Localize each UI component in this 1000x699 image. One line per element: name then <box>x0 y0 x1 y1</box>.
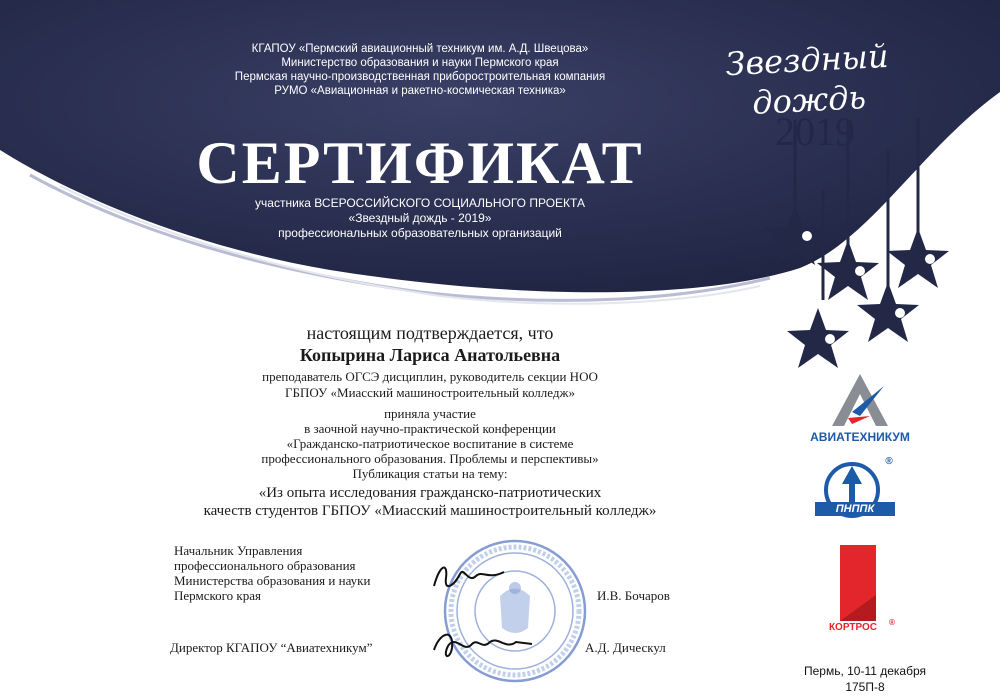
signer-1-title-line-1: Начальник Управления <box>174 543 303 558</box>
pnppk-logo-label: ПНППК <box>815 502 895 516</box>
org-line-3: Пермская научно-производственная приборостроительная компания <box>234 71 606 83</box>
signer-2-name: А.Д. Дическул <box>585 640 666 655</box>
recipient-position: преподаватель ОГСЭ дисциплин, руководитель секции НОО <box>262 369 598 384</box>
aviatechnikum-logo-label: АВИАТЕХНИКУМ <box>810 430 910 444</box>
org-line-2: Министерство образования и науки Пермского края <box>281 57 559 69</box>
kortros-logo-icon <box>840 545 876 621</box>
conference-title-2: профессионального образования. Проблемы и перспективы» <box>261 451 599 466</box>
recipient-name: Копырина Лариса Анатольевна <box>299 345 561 365</box>
signer-1-title-line-2: профессионального образования <box>174 558 356 573</box>
article-topic-1: «Из опыта исследования гражданско-патриотических <box>258 485 602 501</box>
recipient-organization: ГБПОУ «Миасский машиностроительный колледж» <box>285 385 575 400</box>
participation-line: приняла участие <box>384 406 476 421</box>
certificate-code: 175П-8 <box>845 680 885 694</box>
signer-1-title-line-4: Пермского края <box>174 588 261 603</box>
place-and-date: Пермь, 10-11 декабря <box>803 664 927 678</box>
confirmation-line: настоящим подтверждается, что <box>306 323 554 343</box>
subtitle-line-2: «Звездный дождь - 2019» <box>348 211 492 225</box>
kortros-logo-label: КОРТРОС <box>828 622 878 633</box>
org-line-4: РУМО «Авиационная и ракетно-космическая техника» <box>274 85 566 97</box>
pnppk-registered-mark: ® <box>885 456 893 467</box>
signer-2-title: Директор КГАПОУ “Авиатехникум” <box>170 640 373 655</box>
signer-1-name: И.В. Бочаров <box>597 588 670 603</box>
subtitle-line-1: участника ВСЕРОССИЙСКОГО СОЦИАЛЬНОГО ПРОЕКТА <box>255 196 585 210</box>
kortros-registered-mark: ® <box>889 618 895 627</box>
signature-1 <box>430 556 510 600</box>
certificate-title: СЕРТИФИКАТ <box>196 130 644 196</box>
aviatechnikum-logo-icon <box>830 372 890 428</box>
signature-2 <box>428 620 538 670</box>
article-topic-2: качеств студентов ГБПОУ «Миасский машиностроительный колледж» <box>203 503 657 519</box>
publication-label: Публикация статьи на тему: <box>352 466 508 481</box>
subtitle-line-3: профессиональных образовательных организаций <box>278 226 562 240</box>
conference-title-1: «Гражданско-патриотическое воспитание в системе <box>286 436 574 451</box>
org-line-1: КГАПОУ «Пермский авиационный техникум им. А.Д. Швецова» <box>251 43 589 55</box>
project-year: 2019 <box>775 109 855 154</box>
signer-1-title-line-3: Министерства образования и науки <box>174 573 371 588</box>
conference-type: в заочной научно-практической конференции <box>304 421 556 436</box>
project-logo-script: Звездный дождь <box>724 36 890 122</box>
